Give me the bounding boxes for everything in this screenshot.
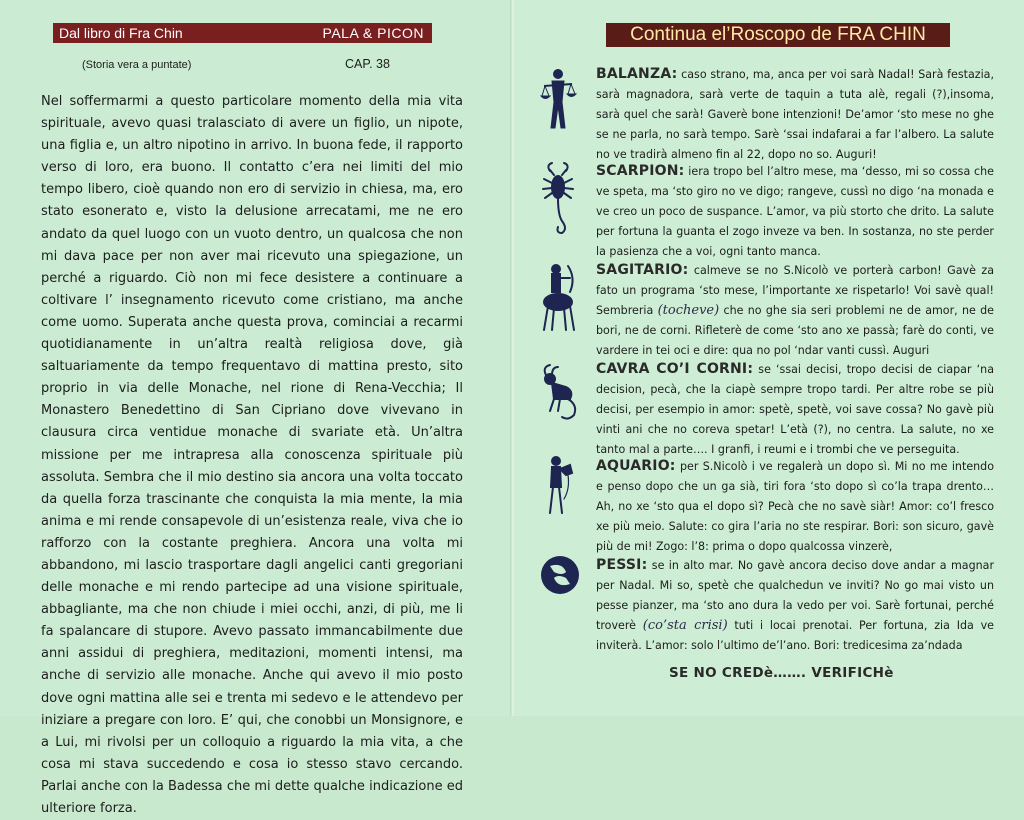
sign-name: SCARPION: xyxy=(596,163,685,179)
left-header-banner xyxy=(53,23,432,43)
horoscope-scorpio xyxy=(596,161,994,262)
sagittarius-icon xyxy=(540,262,576,334)
sign-name: CAVRA CO’I CORNI: xyxy=(596,361,754,377)
sign-text: se ‘ssai decisi, tropo decisi de ciapar ‘na decision, pecà, che la ciapè sempre tropo tardi. Per altre robe se più decisi, per esempio in amor: spetè, spetè, voi save cossa? No gavè più vinti ani che no coreva spetar! L’età (?), no centra. La salute, no xe tanto mal a parte…. I granfi, i reumi e i trombi che ve perseguita. xyxy=(596,363,994,457)
horoscope-capricorn xyxy=(596,359,994,460)
capricorn-icon xyxy=(540,365,576,421)
story-subtitle: (Storia vera a puntate) xyxy=(82,59,192,71)
story-text: Nel soffermarmi a questo particolare momento della mia vita spirituale, avevo quasi tralasciato di avere un figlio, un nipote, una figlia e, un altro nipotino in arrivo. In buona fede, il rapporto verso di loro, era buono. Il contatto c’era nei limiti del mio tempo libero, cioè quando non ero di servizio in chiesa, ma, ero stato esonerato e, visto la delusione arrecatami, me ne ero andato da quel luogo con un vuoto dentro, un qualcosa che non mi dava pace per non aver mai ricevuto una spiegazione, un perché a riguardo. Ciò non mi fece desistere a continuare a coltivare l’ insegnamento ricevuto come cristiano, ma anche come uomo. Superata anche questa prova, cominciai a recarmi quotidianamente in un’altra realtà religiosa dove, già saltuariamente da tempo frequentavo di mattina presto, sito proprio in via delle Monache, nel rione di Rena-Vecchia; Il Monastero Benedettino di San Cipriano dove vivevano in clausura circa ventidue monache di svariate età. Un’altra missione per me intrapresa alla conoscenza spirituale più assoluta. Sembra che il mio destino sia ancora una volta toccato da quella forza trascinante che conquista la mia mente, la mia anima e mi rende consapevole di un’esistenza reale, viva che io rafforzo con la costante preghiera. Ancora una volta mi abbandono, mi lascio trasportare dagli angelici canti gregoriani delle monache e mi rendo partecipe ad una visione spirituale, abbagliante, ma che non chiude i miei occhi, anzi, di più, me li fa spalancare di stupore. Avevo passato immancabilmente due anni assidui di preghiera, meditazioni, momenti intensi, ma anche di servizio alle monache. Anche qui avevo il mio posto dove ogni mattina alle sei e trenta mi sedevo e le attendevo per iniziare a pregare con loro. E’ qui, che conobbi un Monsignore, e a Lui, mi rivolsi per un colloquio a riguardo la mia vita, a che cosa mi stava succedendo e cosa io stesso stavo cercando. Parlai anche con la Badessa che mi dette qualche indicazione ed ulteriore forza. xyxy=(41,94,463,816)
scorpio-icon xyxy=(540,163,576,235)
sign-name: PESSI: xyxy=(596,557,648,573)
horoscope-pisces xyxy=(596,555,994,656)
sign-highlight: (tocheve) xyxy=(657,303,720,319)
sign-name: SAGITARIO: xyxy=(596,262,689,278)
horoscope-title-banner: Continua el’Roscopo de FRA CHIN xyxy=(606,23,950,47)
column-title: Dal libro di Fra Chin xyxy=(59,25,183,41)
sign-text: per S.Nicolò i ve regalerà un dopo sì. Mi no me intendo e penso dopo che un ga sià, tiri fora ‘sto dopo sì co’la trapa drento… Ah, no xe ‘sto qua el dopo sì? Pecà che no savè siàr! Amor: co’l fresco xe più meio. Salute: co gira l’aria no ste respirar. Bori: son sicuro, gavè più de mi! Zogo: l’8: prima o dopo qualcossa vinzerè, xyxy=(596,460,994,554)
horoscope-sagittarius xyxy=(596,260,994,361)
sign-text-continued: tuti i locai prenotai. Per fortuna, zia Ida ve inviterà. L’amor: solo l’ultimo de’l’ano. Bori: tredicesima za’ndada xyxy=(596,619,994,653)
sign-text: se in alto mar. No gavè ancora deciso dove andar a magnar per Nadal. Mi so, spetè che qualchedun ve inviti? No go mai visto un pesse pianzer, ma ‘sto ano dura la vedo per voi. Sarè fortunai, perché troverè xyxy=(596,559,995,633)
horoscope-aquarius xyxy=(596,456,994,557)
chapter-label: CAP. 38 xyxy=(345,57,390,71)
sign-text-continued: che no ghe sia seri problemi ne de amor, ne de bori, ne de corni. Rifleterè de come ‘sto ano xe passà; farè do conti, ve vardere in tei oci e dire: qua no pol ‘ndar vanti cussì. Auguri xyxy=(596,304,994,358)
pisces-icon xyxy=(540,554,576,596)
sign-highlight: (co’sta crisi) xyxy=(642,618,728,634)
sign-text: iera tropo bel l’altro mese, ma ‘desso, mi so cossa che ve speta, ma ‘sto giro no ve digo; rangeve, cussì no digo ‘na monada e ve creo un poco de suspance. L’amor, va più storto che drito. La salute per fortuna la guanta el zogo inveze va ben. In sostanza, no ste perder la pasienza che a voi, ogni tanto manca. xyxy=(596,165,995,259)
column-name: PALA & PICON xyxy=(322,25,424,41)
horoscope-libra xyxy=(596,64,994,165)
sign-text: caso strano, ma, anca per voi sarà Nadal! Sarà festazia, sarà magnadora, sarà verte de taquin a tuta alè, regali (?),insoma, sarà quel che sarà! Gaverè bone intenzioni! De’amor ‘sto mese no ghe se ne parla, no sarà tempo. Sarè ‘ssai indafarai a far l’albero. La salute no ve tradirà almeno fin al 22, dopo no so. Auguri! xyxy=(596,68,995,162)
sign-name: BALANZA: xyxy=(596,66,678,82)
sign-text: calmeve se no S.Nicolò ve porterà carbon! Gavè za fato un programa ‘sto mese, l’importante xe rispetarlo! Voi savè qual! Sembreria xyxy=(596,264,994,318)
libra-icon xyxy=(540,66,576,132)
horoscope-footer: SE NO CREDè……. VERIFICHè xyxy=(669,665,894,681)
aquarius-icon xyxy=(540,455,576,517)
sign-name: AQUARIO: xyxy=(596,458,676,474)
left-page xyxy=(0,0,512,816)
right-page xyxy=(514,0,1024,716)
